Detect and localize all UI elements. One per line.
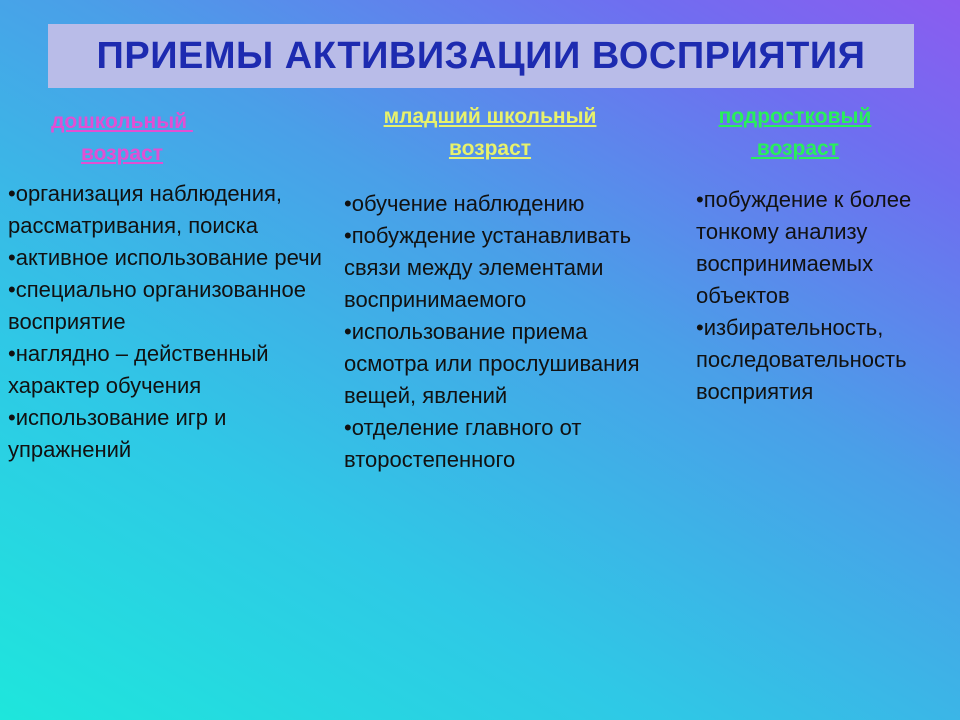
list-item: • побуждение устанавливать связи между элементами воспринимаемого bbox=[344, 220, 664, 316]
page-title: ПРИЕМЫ АКТИВИЗАЦИИ ВОСПРИЯТИЯ bbox=[96, 34, 866, 77]
list-item: • активное использование речи bbox=[8, 242, 338, 274]
column-heading-preschool bbox=[22, 106, 222, 170]
list-item: • использование приема осмотра или прослушивания вещей, явлений bbox=[344, 316, 664, 412]
adolescent-techniques-list bbox=[696, 184, 958, 408]
list-item: • обучение наблюдению bbox=[344, 188, 664, 220]
column-heading-line: младший школьный bbox=[383, 105, 597, 128]
column-heading-line: возраст bbox=[448, 137, 532, 160]
column-heading-line: возраст bbox=[80, 142, 164, 165]
list-item: • использование игр и упражнений bbox=[8, 402, 338, 466]
list-item: • организация наблюдения, рассматривания, поиска bbox=[8, 178, 338, 242]
column-heading-primary-school bbox=[340, 101, 640, 165]
primary-school-techniques-list bbox=[344, 188, 664, 476]
list-item: • побуждение к более тонкому анализу воспринимаемых объектов bbox=[696, 184, 958, 312]
list-item: • наглядно – действенный характер обучения bbox=[8, 338, 338, 402]
column-heading-line: дошкольный bbox=[51, 110, 193, 133]
column-heading-adolescent bbox=[680, 101, 910, 165]
list-item: • избирательность, последовательность восприятия bbox=[696, 312, 958, 408]
preschool-techniques-list bbox=[8, 178, 338, 466]
column-heading-line: возраст bbox=[751, 137, 839, 160]
title-banner bbox=[48, 24, 914, 88]
column-heading-line: подростковый bbox=[718, 105, 872, 128]
list-item: • отделение главного от второстепенного bbox=[344, 412, 664, 476]
list-item: • специально организованное восприятие bbox=[8, 274, 338, 338]
